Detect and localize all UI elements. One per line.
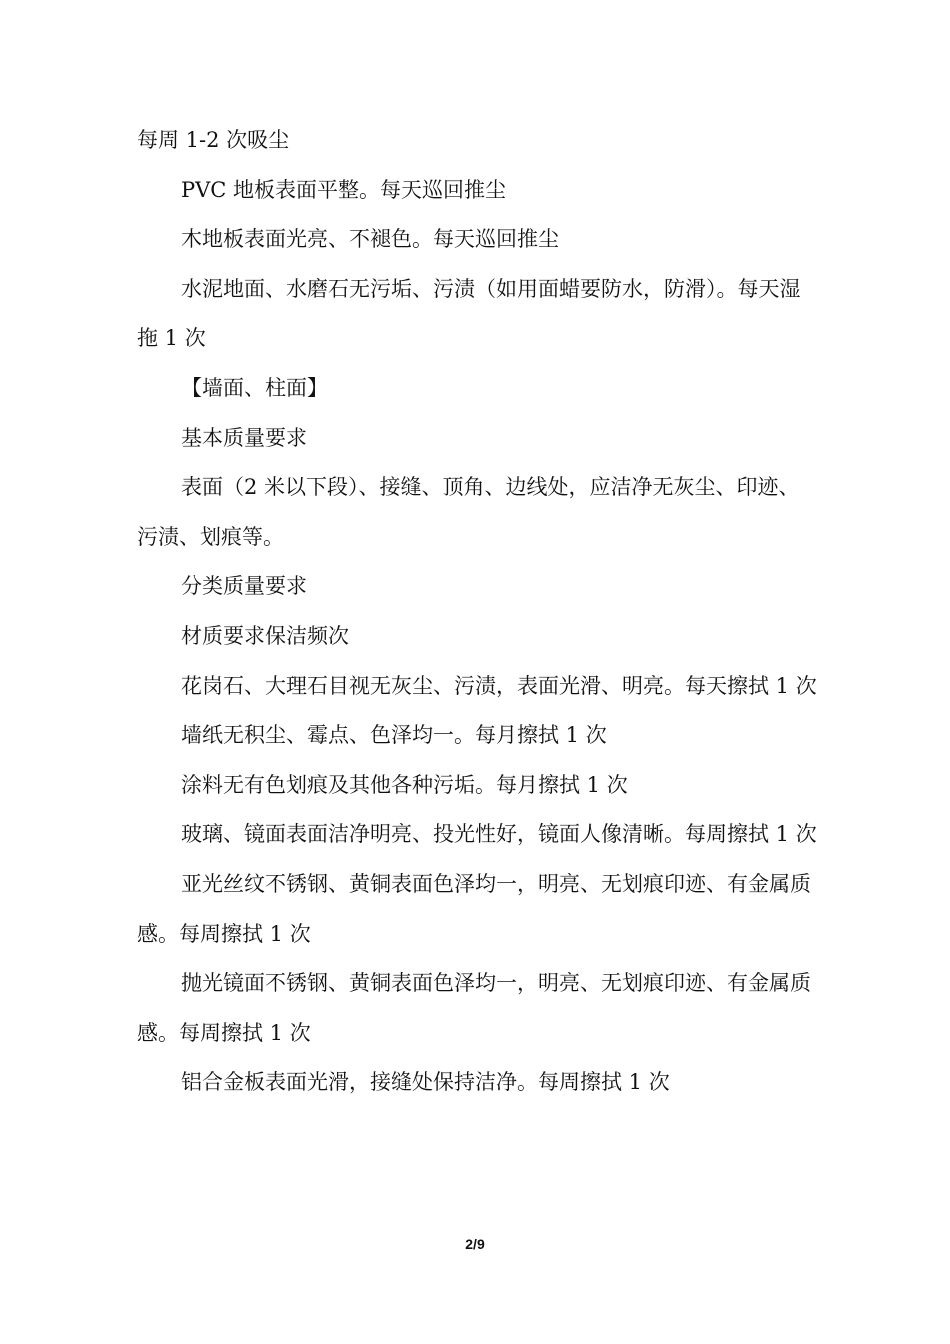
paragraph: 铝合金板表面光滑，接缝处保持洁净。每周擦拭 1 次 [181,1070,670,1095]
document-body [137,116,817,1108]
paragraph: 木地板表面光亮、不褪色。每天巡回推尘 [181,227,559,252]
paragraph: 玻璃、镜面表面洁净明亮、投光性好，镜面人像清晰。每周擦拭 1 次 [181,822,817,847]
paragraph: 墙纸无积尘、霉点、色泽均一。每月擦拭 1 次 [181,723,607,748]
paragraph: 涂料无有色划痕及其他各种污垢。每月擦拭 1 次 [181,772,628,797]
paragraph: PVC 地板表面平整。每天巡回推尘 [181,177,507,202]
paragraph: 亚光丝纹不锈钢、黄铜表面色泽均一，明亮、无划痕印迹、有金属质感。每周擦拭 1 次 [137,871,811,946]
paragraph: 表面（2 米以下段）、接缝、顶角、边线处，应洁净无灰尘、印迹、污渍、划痕等。 [137,475,800,549]
paragraph: 每周 1-2 次吸尘 [137,128,290,152]
table-header-text: 材质要求保洁频次 [181,623,349,648]
subheading: 分类质量要求 [181,574,307,599]
section-heading: 【墙面、柱面】 [181,375,328,400]
paragraph: 抛光镜面不锈钢、黄铜表面色泽均一，明亮、无划痕印迹、有金属质感。每周擦拭 1 次 [137,971,811,1045]
subheading: 基本质量要求 [181,425,307,450]
page-number: 2/9 [465,1236,485,1252]
paragraph: 花岗石、大理石目视无灰尘、污渍，表面光滑、明亮。每天擦拭 1 次 [181,673,817,698]
paragraph: 水泥地面、水磨石无污垢、污渍（如用面蜡要防水，防滑）。每天湿拖 1 次 [137,276,801,351]
